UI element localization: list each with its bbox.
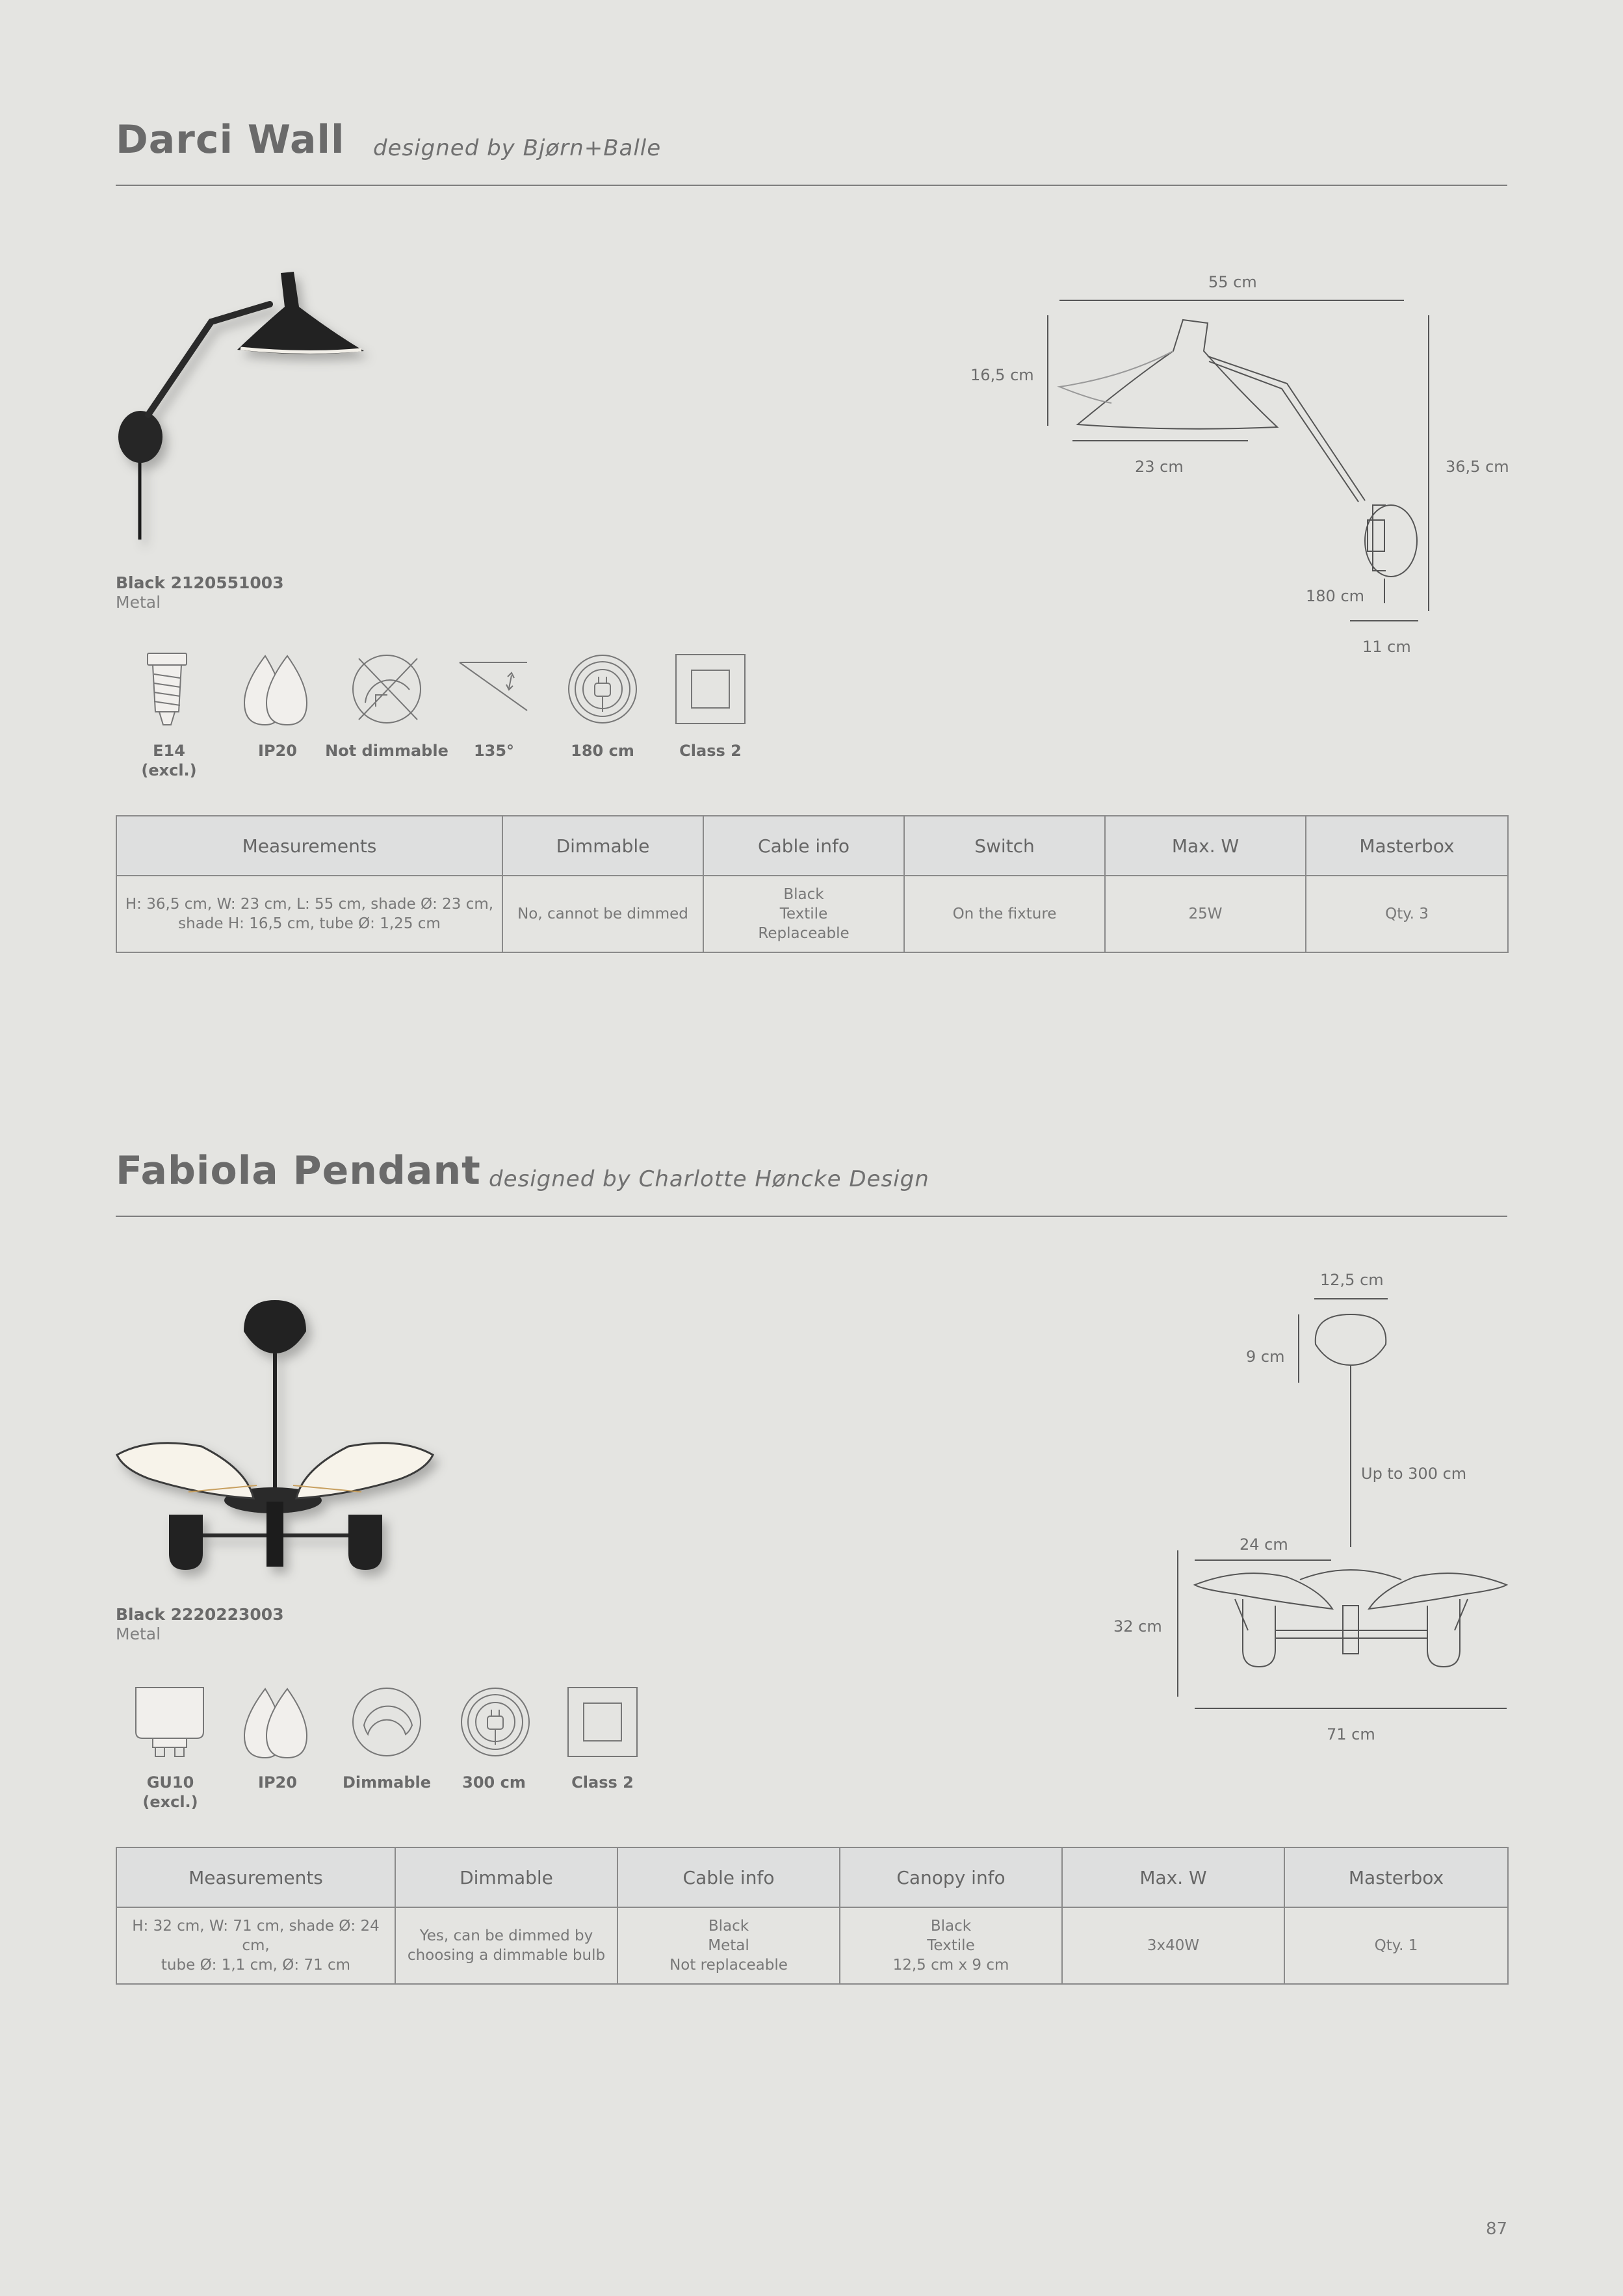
cable-plug-icon (458, 1685, 532, 1762)
class-2-icon (567, 1686, 638, 1760)
cell-canopy-info: Black Textile 12,5 cm x 9 cm (840, 1907, 1062, 1984)
icon-label-ip: IP20 (258, 1773, 297, 1792)
header-dimmable: Dimmable (502, 816, 703, 876)
header-measurements: Measurements (116, 1847, 395, 1907)
icon-label-angle: 135° (473, 742, 515, 760)
table-row (116, 1907, 1508, 1984)
cell-cable-info: Black Textile Replaceable (703, 876, 904, 952)
header-dimmable: Dimmable (395, 1847, 617, 1907)
spec-table (116, 815, 1509, 953)
fabiola-pendant-product-image (110, 1294, 448, 1580)
section-divider (116, 185, 1507, 186)
table-row (116, 876, 1508, 952)
dimension-height: 36,5 cm (1446, 458, 1509, 476)
cell-max-w: 25W (1105, 876, 1306, 952)
darci-wall-product-image (110, 260, 383, 546)
class-2-icon (675, 653, 746, 727)
dimension-shade-width: 23 cm (1135, 458, 1184, 476)
icon-label-dimming: Not dimmable (325, 742, 448, 760)
icon-label-cable: 300 cm (462, 1773, 526, 1792)
dimension-suspension: Up to 300 cm (1361, 1465, 1467, 1483)
cell-masterbox: Qty. 1 (1284, 1907, 1508, 1984)
dimension-cable: 180 cm (1306, 587, 1365, 605)
product-sku: Black 2120551003 (116, 573, 284, 592)
dimension-canopy-height: 9 cm (1246, 1348, 1285, 1366)
bulb-gu10-icon (133, 1685, 207, 1766)
product-material: Metal (116, 593, 161, 612)
cell-masterbox: Qty. 3 (1306, 876, 1508, 952)
dimension-length: 55 cm (1208, 273, 1257, 291)
dimension-width: 71 cm (1327, 1725, 1375, 1743)
section-divider (116, 1216, 1507, 1217)
header-cable-info: Cable info (617, 1847, 840, 1907)
header-max-w: Max. W (1105, 816, 1306, 876)
icon-label-class: Class 2 (679, 742, 742, 760)
product-designer: designed by Bjørn+Balle (373, 135, 662, 161)
cell-cable-info: Black Metal Not replaceable (617, 1907, 840, 1984)
header-switch: Switch (904, 816, 1105, 876)
header-cable-info: Cable info (703, 816, 904, 876)
product-designer: designed by Charlotte Høncke Design (489, 1166, 929, 1192)
page-number: 87 (1486, 2219, 1508, 2239)
dimension-height: 32 cm (1113, 1617, 1162, 1636)
icon-label-dimming: Dimmable (342, 1773, 432, 1792)
header-masterbox: Masterbox (1306, 816, 1508, 876)
spec-table (116, 1847, 1509, 1985)
cell-dimmable: Yes, can be dimmed by choosing a dimmable bulb (395, 1907, 617, 1984)
header-masterbox: Masterbox (1284, 1847, 1508, 1907)
header-canopy-info: Canopy info (840, 1847, 1062, 1907)
dimension-shade-width: 24 cm (1240, 1535, 1288, 1554)
icon-label-class: Class 2 (571, 1773, 634, 1792)
not-dimmable-icon (350, 652, 424, 729)
cell-max-w: 3x40W (1062, 1907, 1284, 1984)
product-material: Metal (116, 1624, 161, 1643)
cell-switch: On the fixture (904, 876, 1105, 952)
dimension-depth: 11 cm (1362, 638, 1411, 656)
product-title: Fabiola Pendant (116, 1148, 481, 1194)
cell-dimmable: No, cannot be dimmed (502, 876, 703, 952)
rotation-angle-icon (457, 659, 531, 720)
product-title: Darci Wall (116, 117, 345, 163)
header-max-w: Max. W (1062, 1847, 1284, 1907)
icon-label-cable: 180 cm (571, 742, 634, 760)
header-measurements: Measurements (116, 816, 502, 876)
icon-label-bulb: GU10 (excl.) (142, 1773, 198, 1811)
cell-measurements: H: 32 cm, W: 71 cm, shade Ø: 24 cm, tube Ø: 1,1 cm, Ø: 71 cm (116, 1907, 395, 1984)
dimension-shade-height: 16,5 cm (970, 366, 1034, 384)
icon-label-ip: IP20 (258, 742, 297, 760)
bulb-e14-icon (140, 652, 202, 733)
ip20-drops-icon (240, 1685, 315, 1766)
cable-plug-icon (565, 652, 640, 729)
icon-label-bulb: E14 (excl.) (141, 742, 197, 779)
fabiola-pendant-dimension-drawing (1170, 1274, 1534, 1729)
cell-measurements: H: 36,5 cm, W: 23 cm, L: 55 cm, shade Ø: 23 cm, shade H: 16,5 cm, tube Ø: 1,25 cm (116, 876, 502, 952)
dimension-canopy-width: 12,5 cm (1320, 1271, 1384, 1289)
product-sku: Black 2220223003 (116, 1605, 284, 1624)
dimmable-icon (350, 1685, 424, 1762)
ip20-drops-icon (240, 652, 315, 733)
